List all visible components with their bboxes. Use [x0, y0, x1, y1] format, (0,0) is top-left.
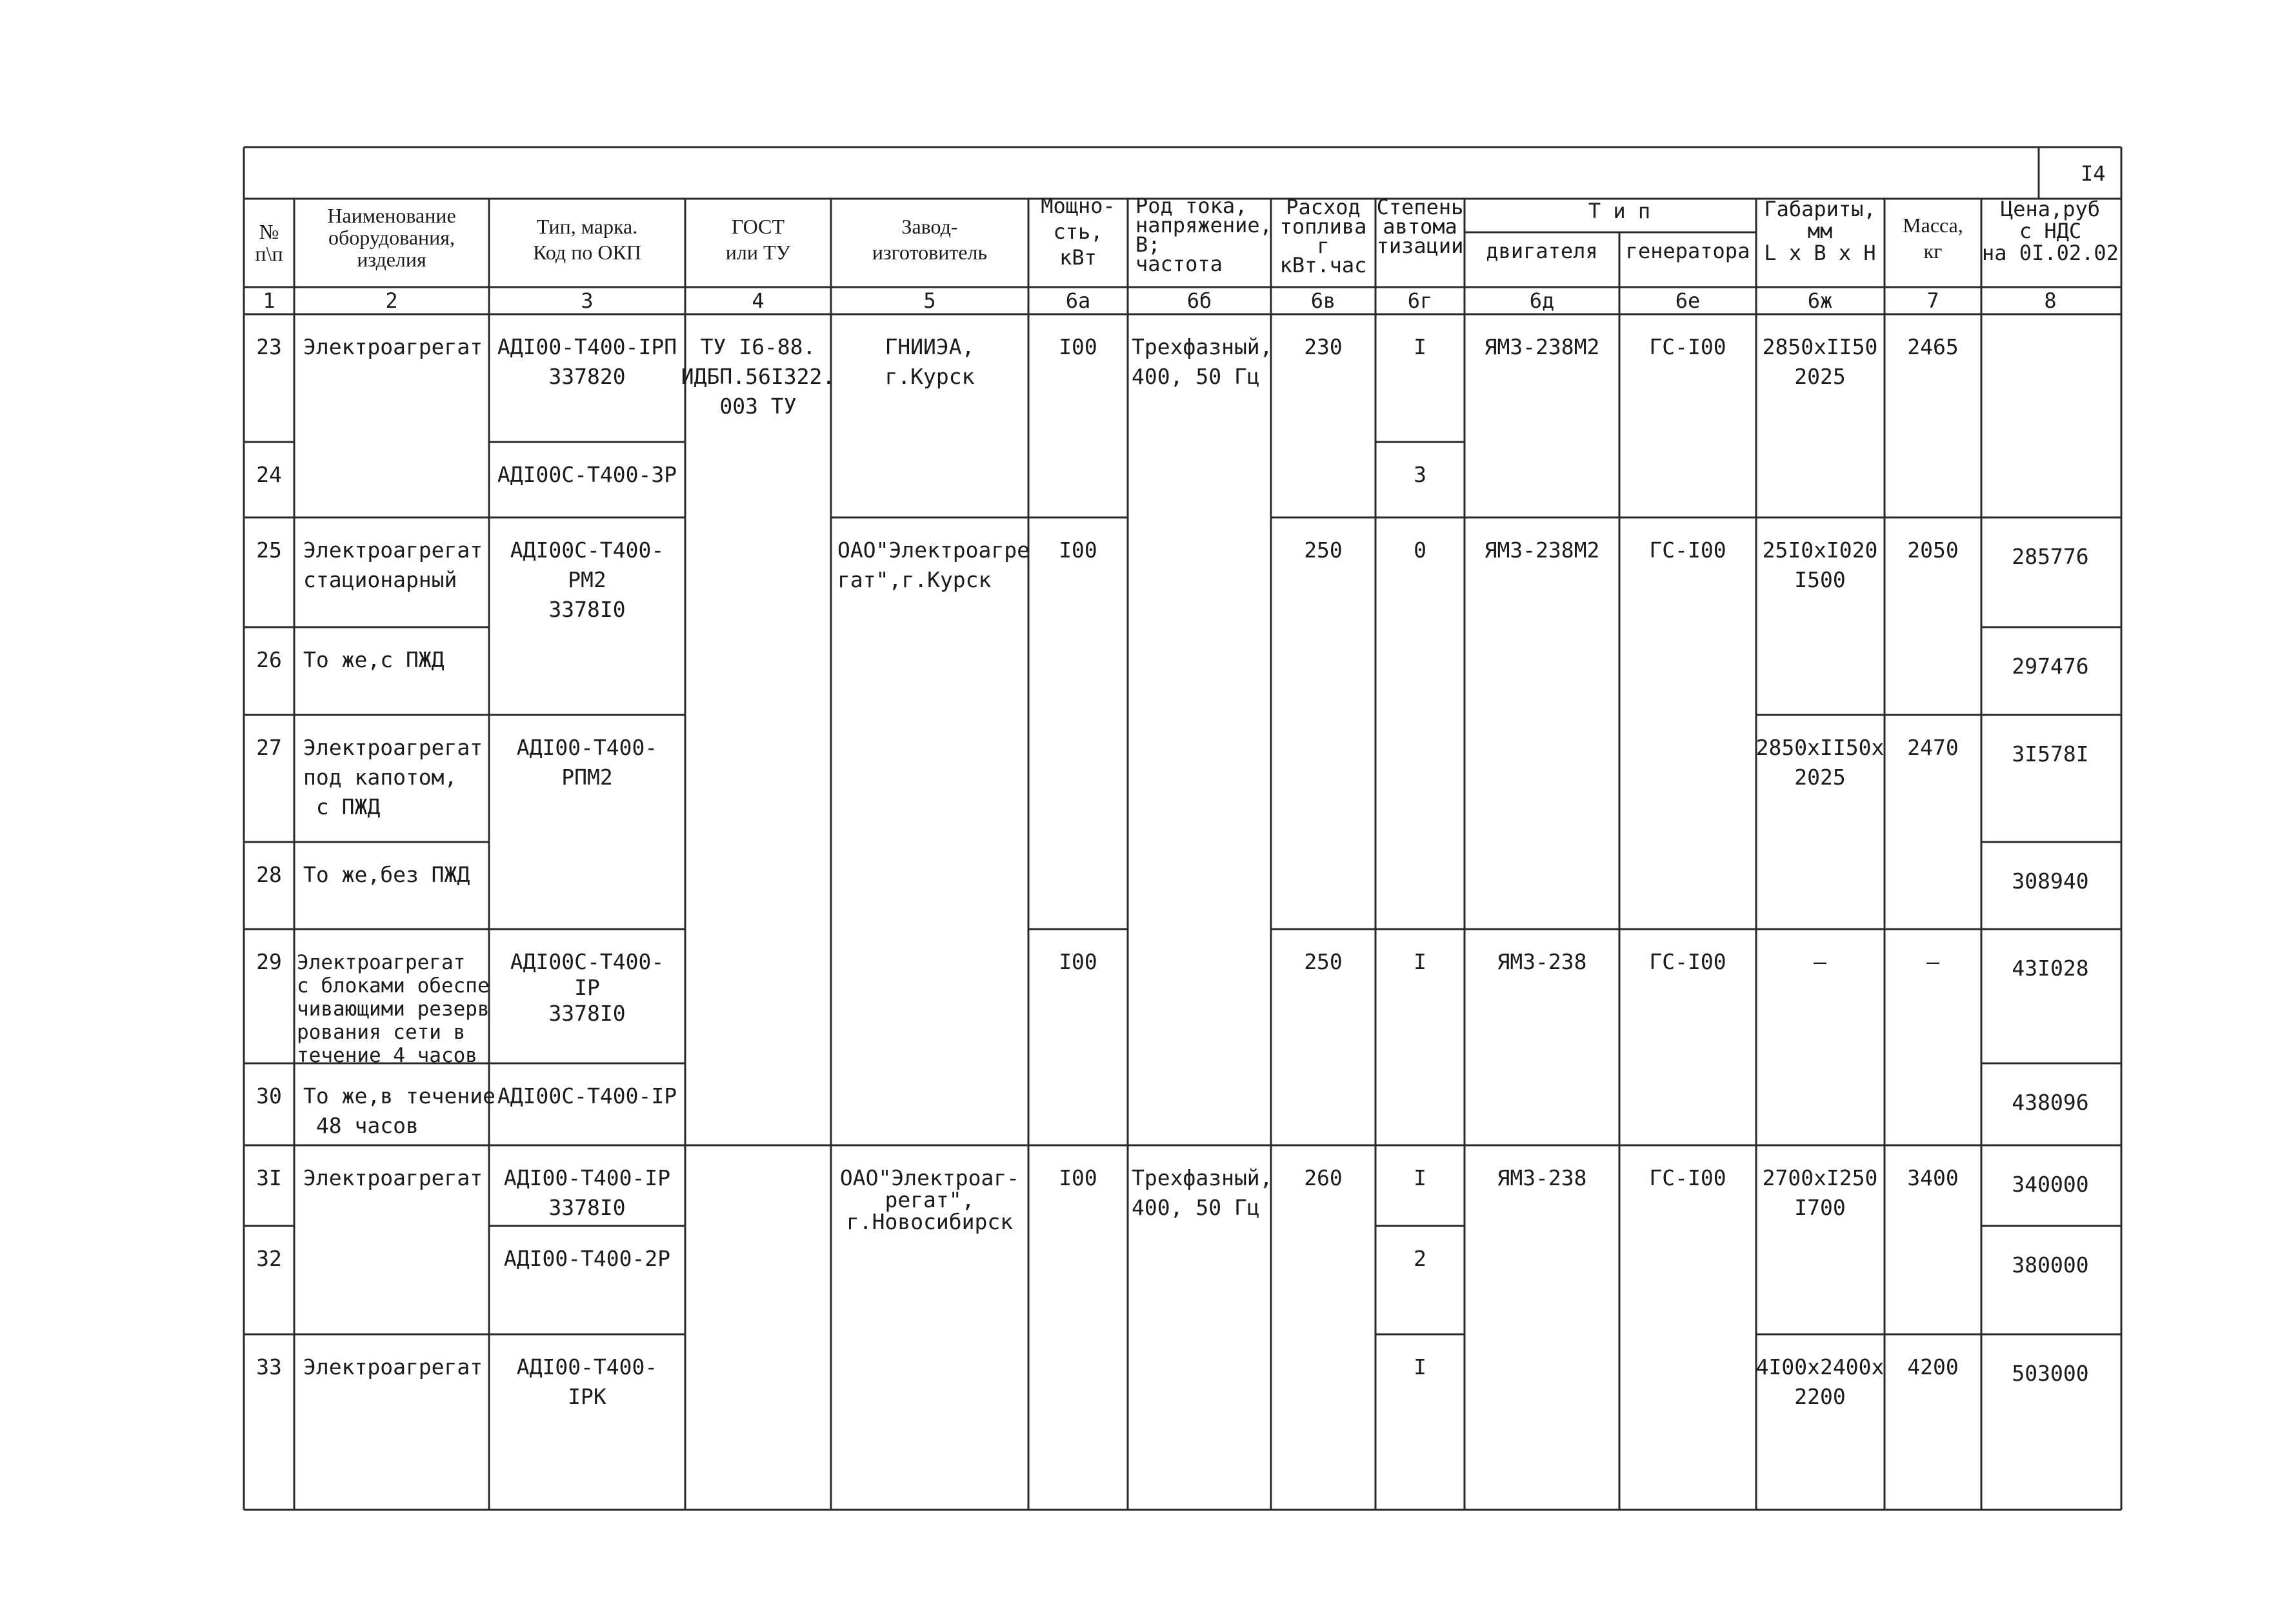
price-rub: 297476 — [2012, 654, 2089, 679]
header-fuel: Расход топлива г кВт.час — [1279, 195, 1367, 277]
row-number: 24 — [256, 462, 282, 487]
header-engine: двигателя — [1486, 239, 1598, 263]
price-rub: 438096 — [2012, 1090, 2089, 1115]
header-name: Наименование оборудования, изделия — [327, 204, 456, 271]
power-kw: I00 — [1059, 537, 1097, 563]
type-code: АДI00-Т400-IРП 337820 — [497, 334, 677, 389]
type-code: АДI00С-Т400-IР 3378I0 — [510, 949, 665, 1026]
price-rub: 3I578I — [2012, 741, 2089, 767]
equipment-name: То же,в течение 48 часов — [303, 1083, 496, 1138]
price-rub: 308940 — [2012, 868, 2089, 894]
type-code: АДI00С-Т400-РМ2 3378I0 — [510, 537, 665, 622]
dimensions: 4I00х2400х 2200 — [1755, 1354, 1885, 1409]
price-rub: 380000 — [2012, 1252, 2089, 1278]
column-number: 4 — [752, 288, 765, 313]
header-generator: генератора — [1625, 239, 1750, 263]
generator-type: ГС-I00 — [1649, 334, 1726, 359]
column-number: 2 — [385, 288, 398, 313]
header-gost: ГОСТ или ТУ — [725, 215, 791, 264]
row-number: 29 — [256, 949, 282, 974]
type-code: АДI00-Т400-2Р — [503, 1246, 671, 1271]
type-code: АДI00-Т400-IР 3378I0 — [503, 1165, 671, 1220]
price-rub: 503000 — [2012, 1361, 2089, 1386]
automation-degree: 0 — [1414, 537, 1426, 563]
row-number: 30 — [256, 1083, 282, 1108]
engine-type: ЯМЗ-238М2 — [1484, 334, 1600, 359]
column-number: 6в — [1310, 288, 1336, 313]
equipment-name: Электроагрегат — [303, 334, 483, 359]
mass-kg: 4200 — [1907, 1354, 1959, 1379]
automation-degree: I — [1414, 1165, 1426, 1190]
fuel-consumption: 250 — [1304, 949, 1343, 974]
row-number: 23 — [256, 334, 282, 359]
row-number: 33 — [256, 1354, 282, 1379]
engine-type: ЯМЗ-238М2 — [1484, 537, 1600, 563]
column-number: 8 — [2044, 288, 2057, 313]
header-mass: Масса, кг — [1903, 214, 1963, 263]
mass-kg: 3400 — [1907, 1165, 1959, 1190]
engine-type: ЯМЗ-238 — [1497, 949, 1587, 974]
column-number: 6д — [1529, 288, 1555, 313]
column-number: 7 — [1926, 288, 1939, 313]
header-tip: Т и п — [1588, 199, 1651, 223]
current-type: Трехфазный, 400, 50 Гц — [1132, 334, 1273, 389]
dimensions: 25I0хI020 I500 — [1762, 537, 1878, 592]
price-rub: 43I028 — [2012, 956, 2089, 981]
automation-degree: I — [1414, 334, 1426, 359]
header-dimensions: Габариты, мм L x B x H — [1764, 197, 1876, 265]
dimensions: 2700хI250 I700 — [1762, 1165, 1878, 1220]
header-automation: Степень автома тизации — [1376, 195, 1464, 258]
row-number: 26 — [256, 647, 282, 672]
generator-type: ГС-I00 — [1649, 537, 1726, 563]
dimensions: 2850хII50 2025 — [1762, 334, 1878, 389]
column-number: 5 — [923, 288, 936, 313]
row-number: 27 — [256, 735, 282, 760]
equipment-name: То же,без ПЖД — [303, 862, 470, 887]
column-number: 6а — [1065, 288, 1091, 313]
dimensions: — — [1814, 949, 1826, 974]
manufacturer: ОАО"Электроаг-регат", г.Новосибирск — [839, 1165, 1020, 1234]
current-type: Трехфазный, 400, 50 Гц — [1132, 1165, 1273, 1220]
row-number: 25 — [256, 537, 282, 563]
mass-kg: 2465 — [1907, 334, 1959, 359]
automation-degree: 3 — [1414, 462, 1426, 487]
price-rub: 285776 — [2012, 544, 2089, 569]
column-number: 3 — [581, 288, 594, 313]
dimensions: 2850хII50х 2025 — [1755, 735, 1885, 790]
column-number: 6б — [1186, 288, 1212, 313]
fuel-consumption: 250 — [1304, 537, 1343, 563]
manufacturer: ГНИИЭА, г.Курск — [885, 334, 975, 389]
mass-kg: 2470 — [1907, 735, 1959, 760]
engine-type: ЯМЗ-238 — [1497, 1165, 1587, 1190]
automation-degree: I — [1414, 949, 1426, 974]
fuel-consumption: 230 — [1304, 334, 1343, 359]
equipment-name: Электроагрегат с блоками обеспе чивающими резерв рования сети в течение 4 часов — [297, 951, 490, 1067]
header-power: Мощно-сть, кВт — [1041, 194, 1115, 270]
generator-type: ГС-I00 — [1649, 1165, 1726, 1190]
manufacturer: ОАО"Электроагре гат",г.Курск — [837, 537, 1030, 592]
equipment-name: Электроагрегат — [303, 1165, 483, 1190]
equipment-name: Электроагрегат — [303, 1354, 483, 1379]
header-factory: Завод-изготовитель — [872, 215, 988, 264]
power-kw: I00 — [1059, 1165, 1097, 1190]
header-current: Род тока, напряжение, В; частота — [1135, 194, 1272, 276]
table-text — [255, 161, 2119, 1409]
header-n: № п\п — [255, 220, 283, 265]
column-number: 6ж — [1807, 288, 1833, 313]
equipment-name: Электроагрегат под капотом, с ПЖД — [303, 735, 483, 819]
fuel-consumption: 260 — [1304, 1165, 1343, 1190]
header-type: Тип, марка. Код по ОКП — [533, 215, 641, 264]
row-number: 3I — [256, 1165, 282, 1190]
power-kw: I00 — [1059, 334, 1097, 359]
gost-spec: ТУ I6-88. ИДБП.56I322. 003 ТУ — [681, 334, 835, 419]
column-number: 6г — [1407, 288, 1433, 313]
automation-degree: 2 — [1414, 1246, 1426, 1271]
equipment-name: Электроагрегат стационарный — [303, 537, 483, 592]
equipment-name: То же,с ПЖД — [303, 647, 445, 672]
type-code: АДI00-Т400-РПМ2 — [516, 735, 658, 790]
column-number: 6е — [1675, 288, 1701, 313]
price-rub: 340000 — [2012, 1172, 2089, 1197]
page-number: I4 — [2081, 161, 2106, 186]
power-kw: I00 — [1059, 949, 1097, 974]
row-number: 32 — [256, 1246, 282, 1271]
header-price: Цена,руб с НДС на 0I.02.02 — [1982, 197, 2119, 265]
automation-degree: I — [1414, 1354, 1426, 1379]
generator-type: ГС-I00 — [1649, 949, 1726, 974]
mass-kg: — — [1926, 949, 1939, 974]
mass-kg: 2050 — [1907, 537, 1959, 563]
type-code: АДI00С-Т400-3Р — [497, 462, 677, 487]
type-code: АДI00-Т400-IРК — [516, 1354, 658, 1409]
column-number: 1 — [263, 288, 275, 313]
type-code: АДI00С-Т400-IР — [497, 1083, 677, 1108]
row-number: 28 — [256, 862, 282, 887]
